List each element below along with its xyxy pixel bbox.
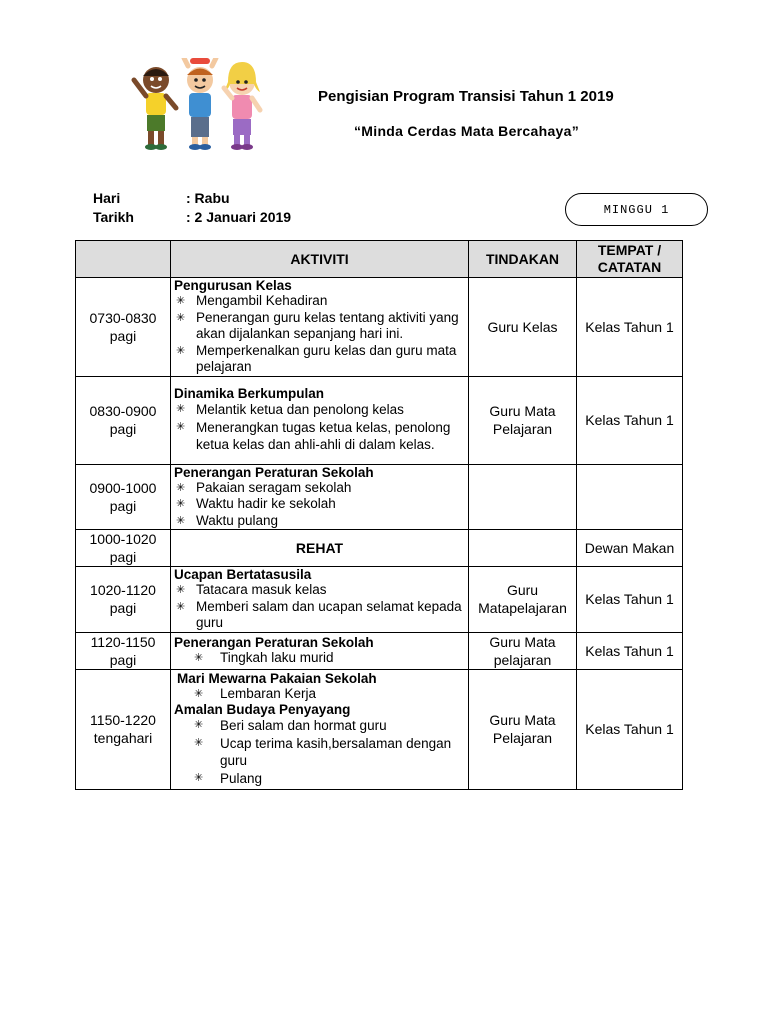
- column-header-time: [76, 241, 171, 278]
- activity-cell: [171, 376, 469, 464]
- list-item: ✳ Memperkenalkan guru kelas dan guru mata pelajaran: [176, 342, 457, 374]
- tempat-cell: Kelas Tahun 1: [577, 567, 683, 633]
- tempat-cell: Kelas Tahun 1: [577, 669, 683, 789]
- week-badge: MINGGU 1: [565, 193, 708, 226]
- list-item: ✳ Melantik ketua dan penolong kelas: [176, 402, 404, 418]
- asterisk-bullet-icon: ✳: [194, 719, 204, 732]
- rehat-cell: REHAT: [171, 530, 469, 567]
- table-row: [76, 376, 683, 464]
- activity-heading: Penerangan Peraturan Sekolah: [174, 464, 374, 480]
- asterisk-bullet-icon: ✳: [176, 600, 186, 613]
- tindakan-cell: [469, 530, 577, 567]
- time-cell: 1020-1120 pagi: [76, 567, 171, 633]
- table-row: [76, 669, 683, 789]
- activity-cell: [171, 632, 469, 669]
- tindakan-cell: Guru Mata Pelajaran: [469, 669, 577, 789]
- activity-heading: Dinamika Berkumpulan: [174, 386, 325, 402]
- tarikh-label: Tarikh: [93, 209, 134, 225]
- tempat-cell: Kelas Tahun 1: [577, 632, 683, 669]
- table-row: [76, 567, 683, 633]
- list-item: ✳ Tatacara masuk kelas: [176, 582, 327, 597]
- activity-heading: Penerangan Peraturan Sekolah: [174, 634, 374, 650]
- tindakan-cell: Guru Matapelajaran: [469, 567, 577, 633]
- list-item: ✳ Mengambil Kehadiran: [176, 293, 328, 308]
- list-item: ✳ Pulang: [194, 770, 263, 786]
- list-item: ✳ Memberi salam dan ucapan selamat kepada guru: [176, 598, 462, 630]
- asterisk-bullet-icon: ✳: [176, 420, 186, 433]
- time-cell: 0730-0830 pagi: [76, 278, 171, 377]
- tarikh-value: : 2 Januari 2019: [186, 209, 292, 225]
- activity-heading: Ucapan Bertatasusila: [174, 567, 312, 582]
- table-row: [76, 632, 683, 669]
- activity-cell: [171, 278, 469, 377]
- asterisk-bullet-icon: ✳: [194, 736, 204, 749]
- activity-cell: [171, 669, 469, 789]
- list-item: ✳ Tingkah laku murid: [194, 649, 334, 665]
- activity-cell: [171, 567, 469, 633]
- list-item: ✳ Beri salam dan hormat guru: [194, 718, 387, 734]
- hari-value: : Rabu: [186, 190, 230, 206]
- hari-label: Hari: [93, 190, 121, 206]
- tempat-cell: Kelas Tahun 1: [577, 278, 683, 377]
- time-cell: 1150-1220 tengahari: [76, 669, 171, 789]
- asterisk-bullet-icon: ✳: [176, 295, 186, 307]
- asterisk-bullet-icon: ✳: [176, 481, 186, 494]
- list-item: ✳ Ucap terima kasih,bersalaman dengan guru: [194, 735, 452, 769]
- asterisk-bullet-icon: ✳: [176, 514, 186, 527]
- list-item: ✳ Menerangkan tugas ketua kelas, penolong ketua kelas dan ahli-ahli di dalam kelas.: [176, 419, 451, 453]
- tindakan-cell: [469, 464, 577, 530]
- asterisk-bullet-icon: ✳: [176, 403, 186, 416]
- list-item: ✳ Lembaran Kerja: [194, 685, 317, 701]
- tempat-cell: Kelas Tahun 1: [577, 376, 683, 464]
- activity-cell: [171, 464, 469, 530]
- asterisk-bullet-icon: ✳: [176, 498, 186, 510]
- table-header-row: [76, 241, 683, 278]
- column-header-tindakan: TINDAKAN: [469, 241, 577, 278]
- list-item: ✳ Waktu pulang: [176, 512, 279, 528]
- document-subtitle: “Minda Cerdas Mata Bercahaya”: [354, 123, 580, 139]
- schedule-table: [75, 240, 683, 790]
- asterisk-bullet-icon: ✳: [176, 311, 186, 324]
- table-row: [76, 278, 683, 377]
- list-item: ✳ Waktu hadir ke sekolah: [176, 496, 336, 511]
- table-row: [76, 464, 683, 530]
- table-row: [76, 530, 683, 567]
- time-cell: 0830-0900 pagi: [76, 376, 171, 464]
- tindakan-cell: Guru Mata pelajaran: [469, 632, 577, 669]
- column-header-tempat: TEMPAT / CATATAN: [577, 241, 683, 278]
- activity-heading: Amalan Budaya Penyayang: [174, 702, 351, 718]
- asterisk-bullet-icon: ✳: [194, 771, 204, 784]
- asterisk-bullet-icon: ✳: [194, 651, 204, 664]
- asterisk-bullet-icon: ✳: [176, 584, 186, 596]
- children-clipart-icon: [128, 58, 268, 154]
- tempat-cell: [577, 464, 683, 530]
- tindakan-cell: Guru Kelas: [469, 278, 577, 377]
- tempat-cell: Dewan Makan: [577, 530, 683, 567]
- list-item: ✳ Penerangan guru kelas tentang aktiviti yang akan dijalankan sepanjang hari ini.: [176, 309, 459, 341]
- column-header-aktiviti: AKTIVITI: [171, 241, 469, 278]
- asterisk-bullet-icon: ✳: [176, 344, 186, 357]
- time-cell: 0900-1000 pagi: [76, 464, 171, 530]
- activity-heading: Mari Mewarna Pakaian Sekolah: [177, 670, 377, 686]
- document-title: Pengisian Program Transisi Tahun 1 2019: [318, 88, 614, 105]
- activity-heading: Pengurusan Kelas: [174, 278, 292, 293]
- time-cell: 1120-1150 pagi: [76, 632, 171, 669]
- list-item: ✳ Pakaian seragam sekolah: [176, 479, 352, 495]
- tindakan-cell: Guru Mata Pelajaran: [469, 376, 577, 464]
- asterisk-bullet-icon: ✳: [194, 687, 204, 700]
- time-cell: 1000-1020 pagi: [76, 530, 171, 567]
